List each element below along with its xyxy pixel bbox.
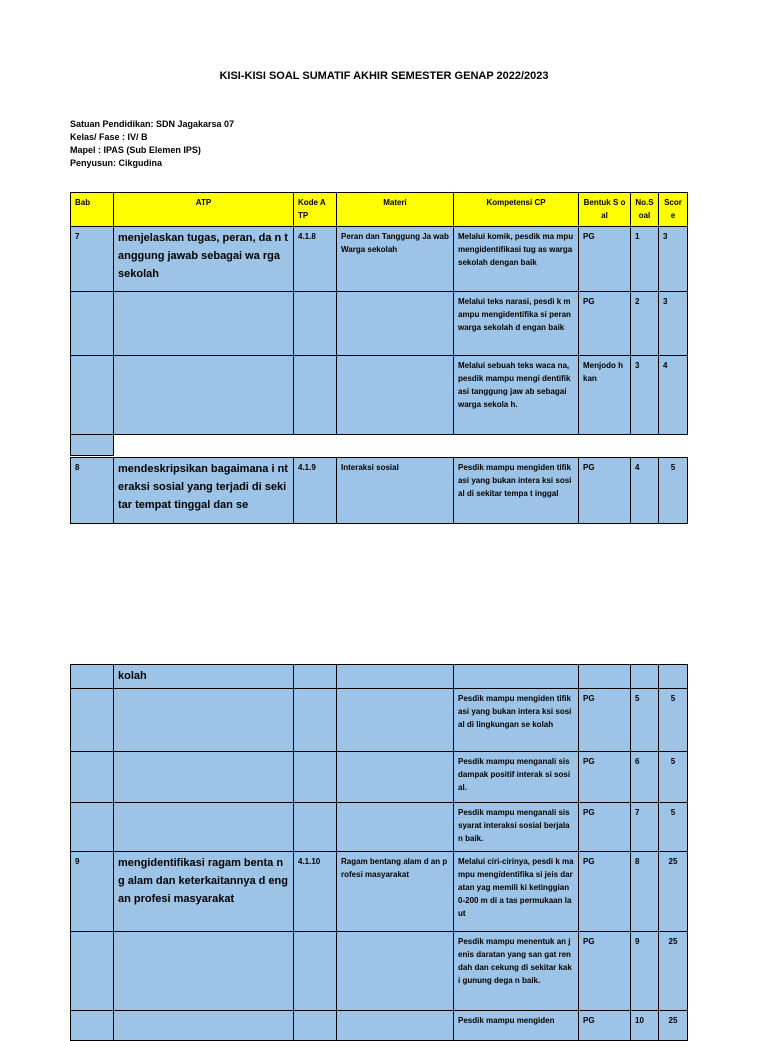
cell-score: 5 <box>659 689 688 752</box>
header-bab: Bab <box>71 193 114 227</box>
cell-materi <box>337 665 454 689</box>
cell-materi <box>337 356 454 435</box>
table-row <box>71 932 688 1011</box>
cell-score: 3 <box>659 292 688 356</box>
table-row <box>71 292 688 356</box>
cell-score: 25 <box>659 1011 688 1041</box>
header-bentuk: Bentuk S oal <box>579 193 631 227</box>
table-row <box>71 689 688 752</box>
table-spacer-row <box>71 435 688 456</box>
cell-kode <box>294 803 337 852</box>
table-row <box>71 1011 688 1041</box>
cell-bentuk <box>579 665 631 689</box>
cell-bentuk: PG <box>579 458 631 524</box>
cell-bab <box>71 292 114 356</box>
header-score: Scor e <box>659 193 688 227</box>
cell-materi: Peran dan Tanggung Ja wab Warga sekolah <box>337 227 454 292</box>
cell-kode: 4.1.10 <box>294 852 337 932</box>
document-title: KISI-KISI SOAL SUMATIF AKHIR SEMESTER GENAP 2022/2023 <box>219 70 549 82</box>
kisi-table-part-1 <box>70 192 688 456</box>
cell-score: 5 <box>659 803 688 852</box>
cell-score: 4 <box>659 356 688 435</box>
cell-kompetensi: Pesdik mampu menganali sis dampak positif interak si sosial. <box>454 752 579 803</box>
header-kode: Kode A TP <box>294 193 337 227</box>
cell-nosoal: 9 <box>631 932 659 1011</box>
spacer-blank <box>114 435 688 456</box>
cell-score <box>659 665 688 689</box>
cell-kode <box>294 932 337 1011</box>
cell-nosoal: 5 <box>631 689 659 752</box>
header-materi: Materi <box>337 193 454 227</box>
cell-atp <box>114 292 294 356</box>
cell-score: 25 <box>659 852 688 932</box>
cell-materi: Interaksi sosial <box>337 458 454 524</box>
cell-kode: 4.1.8 <box>294 227 337 292</box>
cell-bentuk: PG <box>579 752 631 803</box>
cell-bab <box>71 932 114 1011</box>
cell-atp <box>114 1011 294 1041</box>
cell-nosoal: 6 <box>631 752 659 803</box>
cell-kode <box>294 1011 337 1041</box>
cell-kompetensi: Pesdik mampu mengiden tifikasi yang bukan intera ksi sosial di sekitar tempa t inggal <box>454 458 579 524</box>
kisi-table-part-2 <box>70 457 688 524</box>
cell-nosoal <box>631 665 659 689</box>
satuan-pendidikan: Satuan Pendidikan: SDN Jagakarsa 07 <box>70 119 235 129</box>
cell-bentuk: PG <box>579 292 631 356</box>
cell-bab <box>71 356 114 435</box>
cell-atp: mengidentifikasi ragam benta ng alam dan keterkaitannya d engan profesi masyarakat <box>114 852 294 932</box>
cell-kode: 4.1.9 <box>294 458 337 524</box>
cell-bentuk: PG <box>579 932 631 1011</box>
table-row <box>71 227 688 292</box>
table-row <box>71 458 688 524</box>
cell-materi <box>337 292 454 356</box>
cell-nosoal: 1 <box>631 227 659 292</box>
cell-atp <box>114 803 294 852</box>
cell-materi <box>337 1011 454 1041</box>
cell-bentuk: PG <box>579 689 631 752</box>
cell-kompetensi: Pesdik mampu menentuk an jenis daratan yang san gat rendah dan cekung di sekitar kaki gunung dega n baik. <box>454 932 579 1011</box>
cell-bab <box>71 689 114 752</box>
cell-atp <box>114 752 294 803</box>
cell-kode <box>294 752 337 803</box>
cell-bentuk: PG <box>579 227 631 292</box>
cell-score: 25 <box>659 932 688 1011</box>
cell-atp <box>114 356 294 435</box>
header-kompetensi: Kompetensi CP <box>454 193 579 227</box>
cell-materi <box>337 752 454 803</box>
cell-materi <box>337 932 454 1011</box>
cell-materi <box>337 689 454 752</box>
kelas-fase: Kelas/ Fase : IV/ B <box>70 132 148 142</box>
cell-atp: mendeskripsikan bagaimana i nteraksi sosial yang terjadi di sekitar tempat tinggal dan se <box>114 458 294 524</box>
table-row <box>71 803 688 852</box>
cell-kompetensi: Pesdik mampu menganali sis syarat interaksi sosial berjalan baik. <box>454 803 579 852</box>
cell-kode <box>294 665 337 689</box>
table-row <box>71 852 688 932</box>
cell-nosoal: 3 <box>631 356 659 435</box>
kisi-table-part-3 <box>70 664 688 1041</box>
cell-score: 5 <box>659 458 688 524</box>
cell-bab: 8 <box>71 458 114 524</box>
cell-bab <box>71 1011 114 1041</box>
cell-nosoal: 8 <box>631 852 659 932</box>
cell-bab <box>71 803 114 852</box>
cell-nosoal: 2 <box>631 292 659 356</box>
cell-bentuk: PG <box>579 852 631 932</box>
cell-kode <box>294 292 337 356</box>
table-header-row <box>71 193 688 227</box>
cell-bab: 9 <box>71 852 114 932</box>
cell-bab <box>71 665 114 689</box>
header-atp: ATP <box>114 193 294 227</box>
cell-bentuk: PG <box>579 1011 631 1041</box>
cell-bab <box>71 752 114 803</box>
cell-kompetensi: Melalui ciri-cirinya, pesdi k mampu mengidentifika si jeis daratan yag memili ki ketinggian 0-200 m di a tas permukaan laut <box>454 852 579 932</box>
cell-kode <box>294 689 337 752</box>
cell-score: 5 <box>659 752 688 803</box>
cell-bab: 7 <box>71 227 114 292</box>
cell-bentuk: Menjodo hkan <box>579 356 631 435</box>
cell-atp: kolah <box>114 665 294 689</box>
table-row <box>71 356 688 435</box>
cell-atp: menjelaskan tugas, peran, da n tanggung jawab sebagai wa rga sekolah <box>114 227 294 292</box>
cell-atp <box>114 932 294 1011</box>
cell-kompetensi <box>454 665 579 689</box>
cell-atp <box>114 689 294 752</box>
cell-kompetensi: Melalui teks narasi, pesdi k mampu mengidentifika si peran warga sekolah d engan baik <box>454 292 579 356</box>
cell-bentuk: PG <box>579 803 631 852</box>
header-nosoal: No.S oal <box>631 193 659 227</box>
cell-materi <box>337 803 454 852</box>
penyusun: Penyusun: Cikgudina <box>70 158 163 168</box>
cell-kompetensi: Melalui komik, pesdik ma mpu mengidentifikasi tug as warga sekolah dengan baik <box>454 227 579 292</box>
cell-nosoal: 4 <box>631 458 659 524</box>
cell-nosoal: 10 <box>631 1011 659 1041</box>
cell-kode <box>294 356 337 435</box>
cell-nosoal: 7 <box>631 803 659 852</box>
cell-kompetensi: Pesdik mampu mengiden <box>454 1011 579 1041</box>
cell-score: 3 <box>659 227 688 292</box>
spacer-cell <box>71 435 114 456</box>
mapel: Mapel : IPAS (Sub Elemen IPS) <box>70 145 201 155</box>
table-row <box>71 752 688 803</box>
table-row <box>71 665 688 689</box>
cell-kompetensi: Pesdik mampu mengiden tifikasi yang bukan intera ksi sosial di lingkungan se kolah <box>454 689 579 752</box>
cell-kompetensi: Melalui sebuah teks waca na, pesdik mampu mengi dentifikasi tanggung jaw ab sebagai warga sekola h. <box>454 356 579 435</box>
document-info <box>70 118 234 170</box>
cell-materi: Ragam bentang alam d an profesi masyarakat <box>337 852 454 932</box>
